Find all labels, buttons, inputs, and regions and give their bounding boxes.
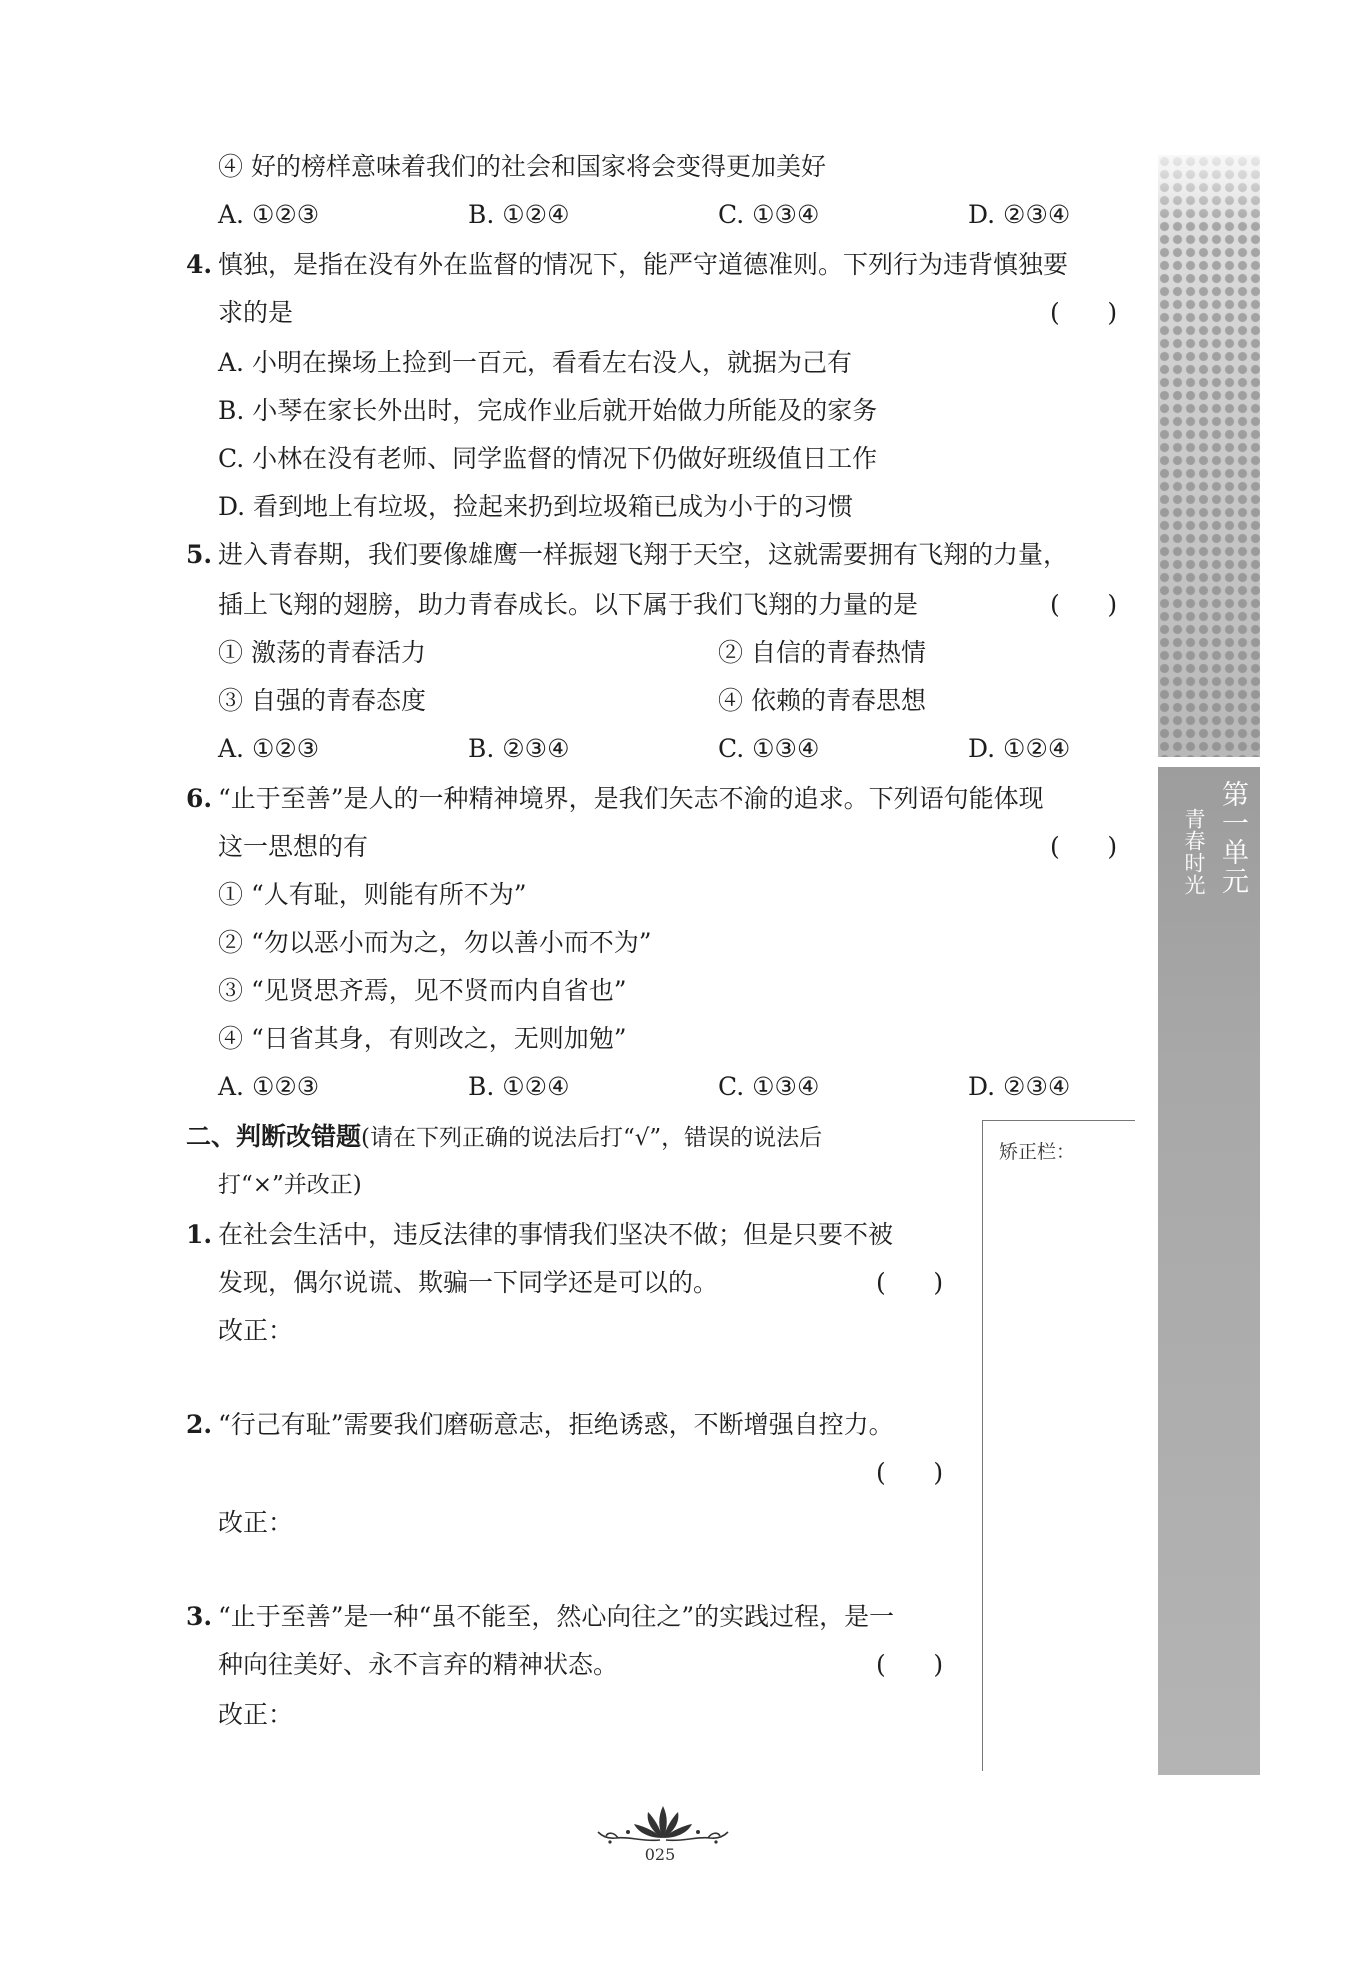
q4-answer-paren: ( ): [1050, 298, 1118, 327]
q6-choice-c: C. ①③④: [718, 1072, 820, 1101]
q3-option-4: ④ 好的榜样意味着我们的社会和国家将会变得更加美好: [218, 152, 826, 181]
q5-choice-b: B. ②③④: [468, 734, 570, 763]
judge-item-3-line2: 种向往美好、永不言弃的精神状态。: [218, 1650, 619, 1679]
section-2-heading: [186, 1120, 822, 1155]
sidebar-divider: [1158, 757, 1260, 767]
page-number: 025: [644, 1845, 676, 1864]
q5-choice-a: A. ①②③: [218, 734, 320, 763]
judge-item-2-number: 2.: [186, 1410, 213, 1439]
q4-option-a: A. 小明在操场上捡到一百元，看看左右没人，就据为己有: [218, 348, 852, 377]
judge-item-2-line1: “行己有耻”需要我们磨砺意志，拒绝诱惑，不断增强自控力。: [218, 1410, 894, 1439]
sidebar-unit-title: 第一单元: [1217, 780, 1248, 896]
q6-answer-paren: ( ): [1050, 832, 1118, 861]
q6-option-4: ④ “日省其身，有则改之，无则加勉”: [218, 1024, 627, 1053]
q4-option-d: D. 看到地上有垃圾，捡起来扔到垃圾箱已成为小于的习惯: [218, 492, 854, 521]
sidebar-unit-panel: [1158, 767, 1260, 1775]
q6-option-2: ② “勿以恶小而为之，勿以善小而不为”: [218, 928, 652, 957]
section-2-instructions-line1: (请在下列正确的说法后打“√”，错误的说法后: [361, 1125, 823, 1151]
q4-stem-line1: 慎独，是指在没有外在监督的情况下，能严守道德准则。下列行为违背慎独要: [218, 250, 1069, 279]
judge-item-3-fix-label: 改正：: [218, 1700, 294, 1729]
q5-stem-line2: 插上飞翔的翅膀，助力青春成长。以下属于我们飞翔的力量的是: [218, 590, 919, 619]
q3-choice-b: B. ①②④: [468, 200, 570, 229]
correction-column[interactable]: [982, 1120, 1135, 1771]
q5-choice-c: C. ①③④: [718, 734, 820, 763]
q6-choice-b: B. ①②④: [468, 1072, 570, 1101]
q6-option-3: ③ “见贤思齐焉，见不贤而内自省也”: [218, 976, 627, 1005]
sidebar-pattern-panel: [1158, 155, 1260, 757]
judge-item-3-line1: “止于至善”是一种“虽不能至，然心向往之”的实践过程，是一: [218, 1602, 895, 1631]
judge-item-2-fix-label: 改正：: [218, 1508, 294, 1537]
q4-option-c: C. 小林在没有老师、同学监督的情况下仍做好班级值日工作: [218, 444, 878, 473]
judge-item-1-line2: 发现，偶尔说谎、欺骗一下同学还是可以的。: [218, 1268, 719, 1297]
q5-option-3: ③ 自强的青春态度: [218, 686, 426, 715]
sidebar-unit-subtitle: 青春时光: [1182, 808, 1206, 896]
q4-number: 4.: [186, 250, 213, 279]
q6-stem-line1: “止于至善”是人的一种精神境界，是我们矢志不渝的追求。下列语句能体现: [218, 784, 1044, 813]
judge-item-2-answer-paren[interactable]: ( ): [876, 1458, 944, 1487]
q4-stem-line2: 求的是: [218, 298, 294, 327]
section-2-title: 二、判断改错题: [186, 1122, 362, 1151]
q5-stem-line1: 进入青春期，我们要像雄鹰一样振翅飞翔于天空，这就需要拥有飞翔的力量，: [218, 540, 1069, 569]
q5-option-1: ① 激荡的青春活力: [218, 638, 426, 667]
judge-item-1-fix-label: 改正：: [218, 1316, 294, 1345]
q4-option-b: B. 小琴在家长外出时，完成作业后就开始做力所能及的家务: [218, 396, 878, 425]
q5-choice-d: D. ①②④: [968, 734, 1071, 763]
q3-choice-d: D. ②③④: [968, 200, 1071, 229]
q6-choice-a: A. ①②③: [218, 1072, 320, 1101]
judge-item-3-number: 3.: [186, 1602, 213, 1631]
judge-item-1-answer-paren[interactable]: ( ): [876, 1268, 944, 1297]
q3-choice-c: C. ①③④: [718, 200, 820, 229]
q5-option-4: ④ 依赖的青春思想: [718, 686, 926, 715]
q6-choice-d: D. ②③④: [968, 1072, 1071, 1101]
q5-option-2: ② 自信的青春热情: [718, 638, 926, 667]
judge-item-3-answer-paren[interactable]: ( ): [876, 1650, 944, 1679]
q6-option-1: ① “人有耻，则能有所不为”: [218, 880, 527, 909]
q6-stem-line2: 这一思想的有: [218, 832, 369, 861]
correction-column-label: 矫正栏：: [999, 1141, 1076, 1163]
q5-number: 5.: [186, 540, 213, 569]
section-2-instructions-line2: 打“×”并改正): [218, 1172, 362, 1198]
q3-choice-a: A. ①②③: [218, 200, 320, 229]
judge-item-1-number: 1.: [186, 1220, 213, 1249]
judge-item-1-line1: 在社会生活中，违反法律的事情我们坚决不做；但是只要不被: [218, 1220, 894, 1249]
q6-number: 6.: [186, 784, 213, 813]
q5-answer-paren: ( ): [1050, 590, 1118, 619]
floral-ornament-icon: [588, 1802, 738, 1846]
